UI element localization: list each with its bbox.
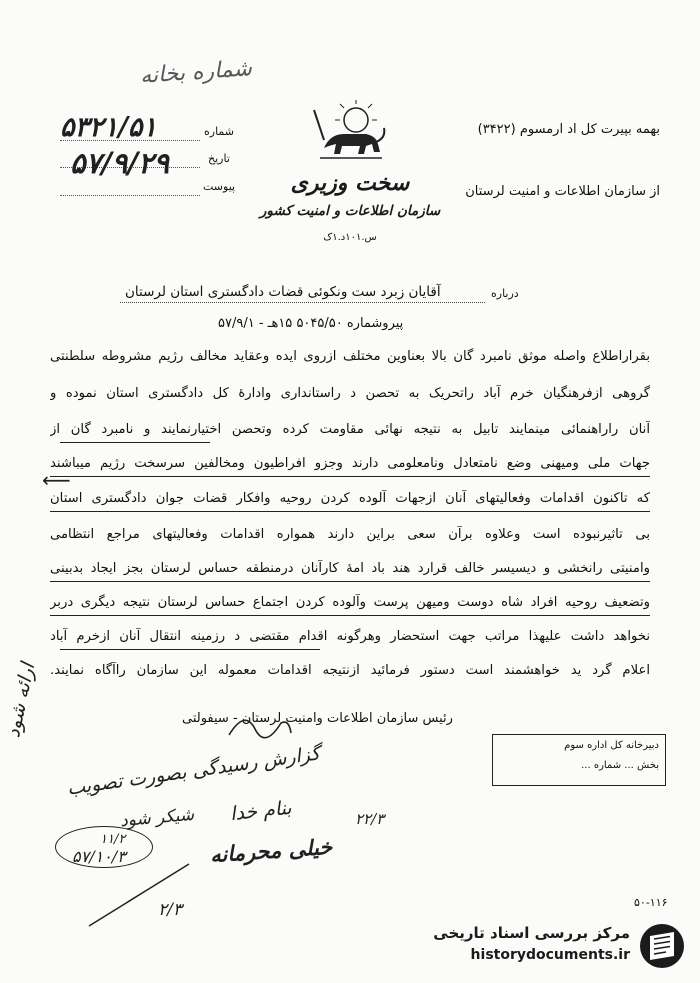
- attachment-label: پیوست: [203, 180, 236, 193]
- ministry-title: سخت وزیری: [290, 170, 410, 196]
- underline-line-5: [50, 511, 650, 512]
- attachment-label-dots: [60, 195, 200, 196]
- body-line-10: اعلام گرد ید خواهشمند است دستور فرمائید ازنتیجه اقدامات معموله این سازمان راآگاه نمایند.: [50, 663, 650, 678]
- handwritten-date: ۵۷/۹/۲۹: [70, 146, 170, 180]
- signature-line: رئیس سازمان اطلاعات وامنیت لرستان - سیفولتی: [182, 711, 453, 726]
- organization-code: س.۱۰۱د.۱ک: [323, 232, 377, 243]
- margin-note: ارائه شود: [2, 661, 40, 740]
- header-from: از سازمان اطلاعات و امنیت لرستان: [465, 184, 660, 199]
- handnote-date: ۵۷/۱۰/۳: [72, 847, 126, 866]
- handnote-bottom-number: ۲/۳: [158, 900, 182, 920]
- subject-prefix: درباره: [491, 287, 519, 300]
- arrow-mark: ⟵: [42, 468, 71, 492]
- stamp-line-2: بخش ... شماره ...: [581, 760, 659, 771]
- stamp-line-1: دبیرخانه کل اداره سوم: [564, 740, 659, 751]
- handnote-confidential: خیلی محرمانه: [209, 833, 333, 868]
- body-line-6: بی تاثیرنبوده است وعلاوه برآن سعی براین دارند همواره اقدامات وفعالیتهای مراجع انتظامی: [50, 527, 650, 542]
- underline-line-8: [50, 615, 650, 616]
- subject-dots: [120, 302, 485, 303]
- underline-line-9: [60, 649, 320, 650]
- number-label: شماره: [204, 125, 235, 138]
- archive-logo-icon: [638, 922, 686, 970]
- footer-code: ۵۰-۱۱۶: [634, 896, 668, 909]
- body-line-3: آنان راراهنمائی مینمایند تابیل به نتیجه نهائی مقاومت کرده وتحصن اختیارنمایند و نامبرد گان از: [50, 422, 650, 437]
- lion-and-sun-emblem: [310, 98, 390, 164]
- body-line-4: جهات ملی ومیهنی وضع نامتعادل ونامعلومی دارند وجزو افراطیون ومخالفین سرسخت رژیم میباشند: [50, 456, 650, 471]
- underline-line-7: [50, 581, 650, 582]
- registry-stamp: [492, 734, 666, 786]
- top-handwriting: شماره بخانه: [139, 56, 253, 89]
- body-line-9: نخواهد داشت علیهذا مراتب جهت استحضار وهرگونه اقدام مقتضی د رزمینه انتقال آنان ازخرم آباد: [50, 629, 650, 644]
- body-line-2: گروهی ازفرهنگیان خرم آباد راتحریک به تحصن د راستانداری وادارهٔ کل دادگستری استان نموده و: [50, 386, 650, 401]
- body-line-7: وامنیتی رانخشی و دیسیسر خالف قرارد هند باد امهٔ کارآنان درمنطقه حساس لرستان بجز ایجاد بدبینی: [50, 561, 650, 576]
- signature-scribble: [225, 705, 295, 745]
- handnote-followup: شیکر شود: [119, 804, 195, 832]
- body-line-8: وتضعیف روحیه افراد شاه دوست ومیهن پرست وآلوده کردن اجتماع حساس لرستان نتیجه دیگری دربر: [50, 595, 650, 610]
- organization-subtitle: سازمان اطلاعات و امنیت کشور: [259, 203, 441, 219]
- body-line-1: بقراراطلاع واصله موثق نامبرد گان بالا بعناوین مختلف ازروی ایده وعقاید مخالف رژیم مشروطه سلطنتی: [50, 349, 650, 364]
- handnote-number: ۲۲/۳: [355, 810, 385, 828]
- handnote-approval: گزارش رسیدگی بصورت تصویب: [65, 742, 322, 800]
- handnote-time: ۱۱/۲: [100, 832, 126, 847]
- header-recipient: بهمه بپیرت کل اد ارمسوم (۳۴۲۲): [477, 122, 660, 137]
- subject-text: آقایان زبرد ست ونکوئی قضات دادگستری استان لرستان: [125, 284, 441, 300]
- handnote-bename-khoda: بنام خدا: [229, 796, 293, 826]
- archive-watermark: [430, 918, 690, 978]
- date-label: تاریخ: [208, 152, 230, 165]
- handwritten-number: ۵۳۲۱/۵۱: [60, 112, 157, 143]
- watermark-url: historydocuments.ir: [470, 947, 630, 963]
- body-line-5: که تاکنون اقدامات وفعالیتهای آنان ازجهات آلوده کردن روحیه وافکار قضات جوان دادگستری استان: [50, 491, 650, 506]
- watermark-title: مرکز بررسی اسناد تاریخی: [433, 924, 630, 942]
- reference-text: پیروشماره ۵۰۴۵/۵۰ ۱۵هـ - ۵۷/۹/۱: [218, 316, 404, 331]
- underline-line-4: [50, 476, 650, 477]
- underline-line-3: [60, 442, 210, 443]
